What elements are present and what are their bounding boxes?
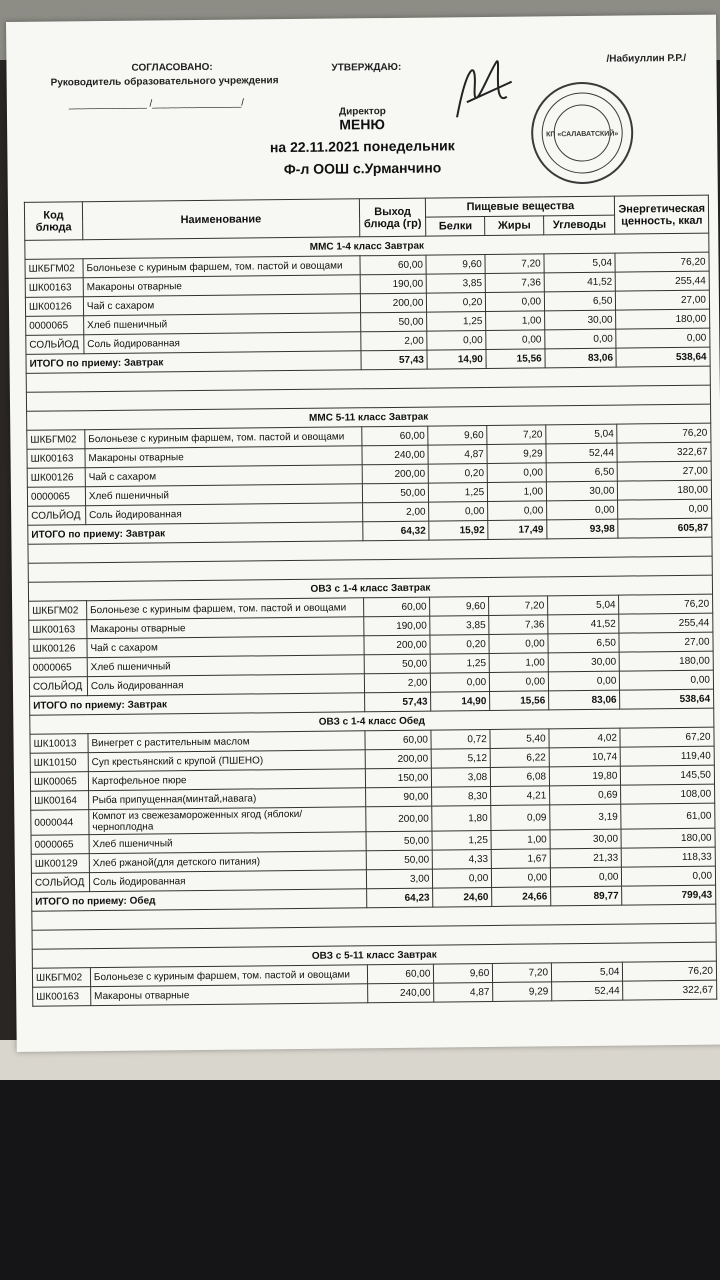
cell-protein: 0,00	[427, 330, 486, 350]
cell-yield: 50,00	[362, 483, 429, 503]
total-protein: 14,90	[431, 691, 490, 711]
cell-protein: 1,25	[432, 830, 491, 850]
cell-code: СОЛЬЙОД	[26, 335, 84, 355]
cell-code: 0000065	[26, 316, 84, 336]
cell-code: ШК00126	[27, 468, 85, 488]
cell-yield: 190,00	[360, 274, 427, 294]
cell-name: Болоньезе с куриным фаршем, том. пастой и овощами	[86, 598, 363, 620]
cell-energy: 108,00	[621, 784, 715, 804]
cell-carbs: 0,00	[550, 867, 622, 887]
cell-name: Соль йодированная	[84, 332, 361, 354]
col-nutrients: Пищевые вещества	[426, 196, 615, 217]
photo-background-bottom	[0, 1080, 720, 1280]
cell-carbs: 5,04	[551, 962, 623, 982]
cell-protein: 8,30	[432, 786, 491, 806]
stamp-text: КП «САЛАВАТСКИЙ»	[546, 130, 619, 139]
menu-table	[24, 195, 717, 1007]
total-label: ИТОГО по приему: Завтрак	[30, 693, 365, 716]
cell-name: Винегрет с растительным маслом	[88, 731, 365, 753]
cell-protein: 1,25	[429, 482, 488, 502]
cell-carbs: 30,00	[550, 829, 622, 849]
cell-name: Болоньезе с куриным фаршем, том. пастой и овощами	[90, 965, 367, 987]
cell-yield: 2,00	[364, 673, 431, 693]
cell-fat: 0,00	[487, 463, 546, 483]
cell-yield: 90,00	[365, 787, 432, 807]
school-name: Ф-л ООШ с.Урманчино	[283, 159, 442, 178]
cell-fat: 4,21	[491, 786, 550, 806]
cell-carbs: 0,69	[550, 785, 622, 805]
cell-yield: 50,00	[360, 312, 427, 332]
cell-protein: 0,00	[433, 868, 492, 888]
cell-name: Рыба припущенная(минтай,навага)	[88, 788, 365, 810]
cell-protein: 0,00	[429, 501, 488, 521]
cell-fat: 0,00	[490, 672, 549, 692]
cell-protein: 1,25	[431, 653, 490, 673]
cell-protein: 5,12	[432, 748, 491, 768]
cell-code: ШК00065	[30, 772, 88, 792]
cell-carbs: 6,50	[548, 633, 620, 653]
cell-name: Чай с сахаром	[83, 294, 360, 316]
cell-carbs: 52,44	[546, 443, 618, 463]
menu-title: МЕНЮ	[339, 116, 385, 133]
cell-fat: 6,22	[490, 748, 549, 768]
cell-code: ШК00164	[31, 791, 89, 811]
col-yield: Выход блюда (гр)	[359, 198, 426, 237]
cell-fat: 0,00	[486, 292, 545, 312]
cell-name: Соль йодированная	[85, 503, 362, 525]
cell-protein: 3,85	[430, 615, 489, 635]
cell-fat: 0,09	[491, 805, 550, 831]
col-name: Наименование	[82, 199, 359, 240]
cell-fat: 0,00	[489, 634, 548, 654]
cell-code: ШК10150	[30, 753, 88, 773]
cell-protein: 9,60	[428, 425, 487, 445]
total-yield: 57,43	[361, 350, 428, 370]
cell-carbs: 6,50	[544, 291, 616, 311]
cell-name: Соль йодированная	[89, 870, 366, 892]
cell-fat: 0,00	[488, 501, 547, 521]
cell-fat: 9,29	[493, 982, 552, 1002]
menu-date: на 22.11.2021 понедельник	[269, 137, 455, 156]
cell-carbs: 41,52	[548, 614, 620, 634]
cell-yield: 2,00	[362, 502, 429, 522]
col-carbs: Углеводы	[544, 215, 616, 235]
head-of-institution-label: Руководитель образовательного учреждения	[50, 75, 279, 89]
cell-yield: 200,00	[366, 806, 433, 832]
cell-code: ШКБГМ02	[29, 601, 87, 621]
total-label: ИТОГО по приему: Завтрак	[28, 522, 363, 545]
cell-code: ШК00163	[33, 987, 91, 1007]
cell-fat: 1,00	[486, 311, 545, 331]
cell-code: ШК00163	[27, 449, 85, 469]
cell-name: Хлеб ржаной(для детского питания)	[89, 851, 366, 873]
cell-carbs: 10,74	[549, 747, 621, 767]
cell-energy: 76,20	[623, 961, 717, 981]
cell-fat: 7,20	[489, 596, 548, 616]
total-yield: 64,32	[363, 521, 430, 541]
cell-carbs: 30,00	[548, 652, 620, 672]
total-carbs: 83,06	[549, 690, 621, 710]
cell-protein: 9,60	[434, 963, 493, 983]
col-code: Код блюда	[24, 202, 82, 241]
cell-name: Хлеб пшеничный	[83, 313, 360, 335]
cell-protein: 0,00	[431, 672, 490, 692]
total-energy: 538,64	[616, 347, 710, 367]
total-energy: 799,43	[622, 885, 716, 905]
cell-energy: 145,50	[621, 765, 715, 785]
cell-carbs: 30,00	[545, 310, 617, 330]
cell-code: ШК10013	[30, 734, 88, 754]
cell-energy: 0,00	[616, 328, 710, 348]
cell-energy: 255,44	[619, 613, 713, 633]
total-carbs: 83,06	[545, 348, 617, 368]
cell-yield: 60,00	[365, 730, 432, 750]
section-title: ММС 5-11 класс Завтрак	[27, 404, 711, 430]
cell-energy: 322,67	[617, 442, 711, 462]
approval-heading: СОГЛАСОВАНО:	[131, 61, 213, 74]
cell-protein: 1,25	[427, 311, 486, 331]
cell-fat: 7,36	[489, 615, 548, 635]
cell-yield: 50,00	[366, 831, 433, 851]
cell-carbs: 0,00	[547, 500, 619, 520]
section-title: ОВЗ с 1-4 класс Завтрак	[28, 575, 712, 601]
cell-energy: 76,20	[619, 594, 713, 614]
total-energy: 605,87	[618, 518, 712, 538]
total-fat: 17,49	[488, 520, 547, 540]
cell-fat: 1,00	[488, 482, 547, 502]
cell-code: ШК00126	[29, 639, 87, 659]
total-carbs: 93,98	[547, 519, 619, 539]
cell-energy: 67,20	[620, 727, 714, 747]
col-fat: Жиры	[485, 216, 544, 236]
cell-fat: 6,08	[491, 767, 550, 787]
col-protein: Белки	[426, 216, 485, 236]
total-carbs: 89,77	[551, 886, 623, 906]
menu-sheet	[6, 15, 720, 1052]
cell-carbs: 52,44	[552, 981, 624, 1001]
cell-name: Макароны отварные	[90, 984, 367, 1006]
cell-name: Компот из свежезамороженных ягод (яблоки/черноплодна	[89, 807, 366, 835]
cell-carbs: 5,04	[546, 424, 618, 444]
director-name: /Набиуллин Р.Р./	[606, 52, 687, 65]
menu-body	[25, 233, 717, 1006]
total-fat: 24,66	[492, 887, 551, 907]
cell-name: Болоньезе с куриным фаршем, том. пастой и овощами	[83, 256, 360, 278]
total-label: ИТОГО по приему: Завтрак	[26, 351, 361, 374]
cell-carbs: 5,04	[544, 253, 616, 273]
cell-protein: 4,87	[434, 982, 493, 1002]
cell-yield: 190,00	[364, 616, 431, 636]
cell-yield: 60,00	[362, 426, 429, 446]
cell-carbs: 21,33	[550, 848, 622, 868]
cell-protein: 3,85	[427, 273, 486, 293]
cell-yield: 50,00	[366, 850, 433, 870]
total-yield: 57,43	[364, 692, 431, 712]
cell-fat: 9,29	[487, 444, 546, 464]
cell-code: СОЛЬЙОД	[28, 506, 86, 526]
cell-carbs: 30,00	[546, 481, 618, 501]
cell-fat: 1,00	[491, 830, 550, 850]
cell-fat: 7,20	[493, 963, 552, 983]
cell-name: Чай с сахаром	[85, 465, 362, 487]
cell-yield: 200,00	[365, 749, 432, 769]
col-energy: Энергетическая ценность, ккал	[615, 195, 709, 234]
cell-yield: 50,00	[364, 654, 431, 674]
cell-energy: 27,00	[619, 632, 713, 652]
cell-protein: 0,20	[430, 634, 489, 654]
cell-yield: 150,00	[365, 768, 432, 788]
cell-protein: 0,20	[427, 292, 486, 312]
cell-code: ШК00129	[31, 854, 89, 874]
approve-heading: УТВЕРЖДАЮ:	[331, 61, 402, 74]
cell-code: 0000065	[27, 487, 85, 507]
cell-name: Болоньезе с куриным фаршем, том. пастой и овощами	[85, 427, 362, 449]
cell-energy: 76,20	[615, 252, 709, 272]
cell-name: Чай с сахаром	[87, 636, 364, 658]
cell-name: Макароны отварные	[83, 275, 360, 297]
cell-yield: 60,00	[367, 964, 434, 984]
cell-yield: 200,00	[362, 464, 429, 484]
cell-name: Картофельное пюре	[88, 769, 365, 791]
cell-fat: 7,20	[485, 254, 544, 274]
cell-carbs: 5,04	[548, 595, 620, 615]
cell-fat: 0,00	[492, 868, 551, 888]
cell-code: ШКБГМ02	[32, 968, 90, 988]
cell-carbs: 4,02	[549, 728, 621, 748]
cell-code: ШК00126	[25, 297, 83, 317]
cell-protein: 3,08	[432, 767, 491, 787]
cell-code: ШКБГМ02	[25, 259, 83, 279]
cell-carbs: 0,00	[548, 671, 620, 691]
director-label: Директор	[338, 106, 386, 118]
cell-carbs: 41,52	[544, 272, 616, 292]
cell-code: 0000065	[31, 835, 89, 855]
cell-protein: 0,20	[429, 463, 488, 483]
cell-carbs: 3,19	[550, 804, 622, 830]
cell-energy: 0,00	[618, 499, 712, 519]
cell-name: Хлеб пшеничный	[89, 832, 366, 854]
cell-yield: 200,00	[364, 635, 431, 655]
cell-energy: 118,33	[622, 847, 716, 867]
cell-fat: 7,20	[487, 425, 546, 445]
cell-code: СОЛЬЙОД	[31, 873, 89, 893]
cell-fat: 5,40	[490, 729, 549, 749]
cell-energy: 119,40	[621, 746, 715, 766]
total-protein: 15,92	[429, 520, 488, 540]
cell-name: Макароны отварные	[85, 446, 362, 468]
cell-yield: 2,00	[361, 331, 428, 351]
cell-energy: 27,00	[618, 461, 712, 481]
cell-carbs: 6,50	[546, 462, 618, 482]
cell-yield: 3,00	[366, 869, 433, 889]
cell-fat: 0,00	[486, 330, 545, 350]
cell-energy: 0,00	[620, 670, 714, 690]
cell-fat: 1,00	[489, 653, 548, 673]
cell-energy: 180,00	[616, 309, 710, 329]
total-energy: 538,64	[620, 689, 714, 709]
cell-yield: 60,00	[363, 597, 430, 617]
cell-code: ШКБГМ02	[27, 430, 85, 450]
cell-energy: 76,20	[617, 423, 711, 443]
cell-protein: 1,80	[432, 805, 491, 831]
cell-protein: 9,60	[430, 596, 489, 616]
total-protein: 24,60	[433, 887, 492, 907]
cell-code: 0000044	[31, 810, 89, 836]
cell-energy: 180,00	[618, 480, 712, 500]
cell-energy: 0,00	[622, 866, 716, 886]
cell-energy: 27,00	[616, 290, 710, 310]
cell-code: ШК00163	[29, 620, 87, 640]
cell-name: Макароны отварные	[87, 617, 364, 639]
total-fat: 15,56	[486, 349, 545, 369]
section-title: ММС 1-4 класс Завтрак	[25, 233, 709, 259]
cell-protein: 0,72	[431, 729, 490, 749]
cell-energy: 255,44	[616, 271, 710, 291]
section-title: ОВЗ с 5-11 класс Завтрак	[32, 942, 716, 968]
cell-name: Соль йодированная	[87, 674, 364, 696]
cell-name: Суп крестьянский с крупой (ПШЕНО)	[88, 750, 365, 772]
cell-energy: 180,00	[621, 828, 715, 848]
total-yield: 64,23	[366, 888, 433, 908]
section-title: ОВЗ с 1-4 класс Обед	[30, 708, 714, 734]
cell-energy: 180,00	[620, 651, 714, 671]
cell-energy: 61,00	[621, 803, 715, 829]
cell-name: Хлеб пшеничный	[87, 655, 364, 677]
cell-carbs: 0,00	[545, 329, 617, 349]
cell-yield: 240,00	[362, 445, 429, 465]
cell-name: Хлеб пшеничный	[85, 484, 362, 506]
signature-line: ______________ /________________/	[68, 97, 245, 111]
cell-fat: 7,36	[485, 273, 544, 293]
cell-protein: 4,33	[433, 849, 492, 869]
cell-code: СОЛЬЙОД	[29, 677, 87, 697]
cell-code: ШК00163	[25, 278, 83, 298]
cell-code: 0000065	[29, 658, 87, 678]
cell-fat: 1,67	[491, 849, 550, 869]
cell-protein: 4,87	[428, 444, 487, 464]
total-label: ИТОГО по приему: Обед	[32, 889, 367, 912]
cell-protein: 9,60	[426, 254, 485, 274]
cell-yield: 60,00	[360, 255, 427, 275]
cell-yield: 200,00	[360, 293, 427, 313]
cell-yield: 240,00	[367, 983, 434, 1003]
cell-carbs: 19,80	[549, 766, 621, 786]
cell-energy: 322,67	[623, 980, 717, 1000]
total-protein: 14,90	[427, 349, 486, 369]
total-fat: 15,56	[490, 691, 549, 711]
